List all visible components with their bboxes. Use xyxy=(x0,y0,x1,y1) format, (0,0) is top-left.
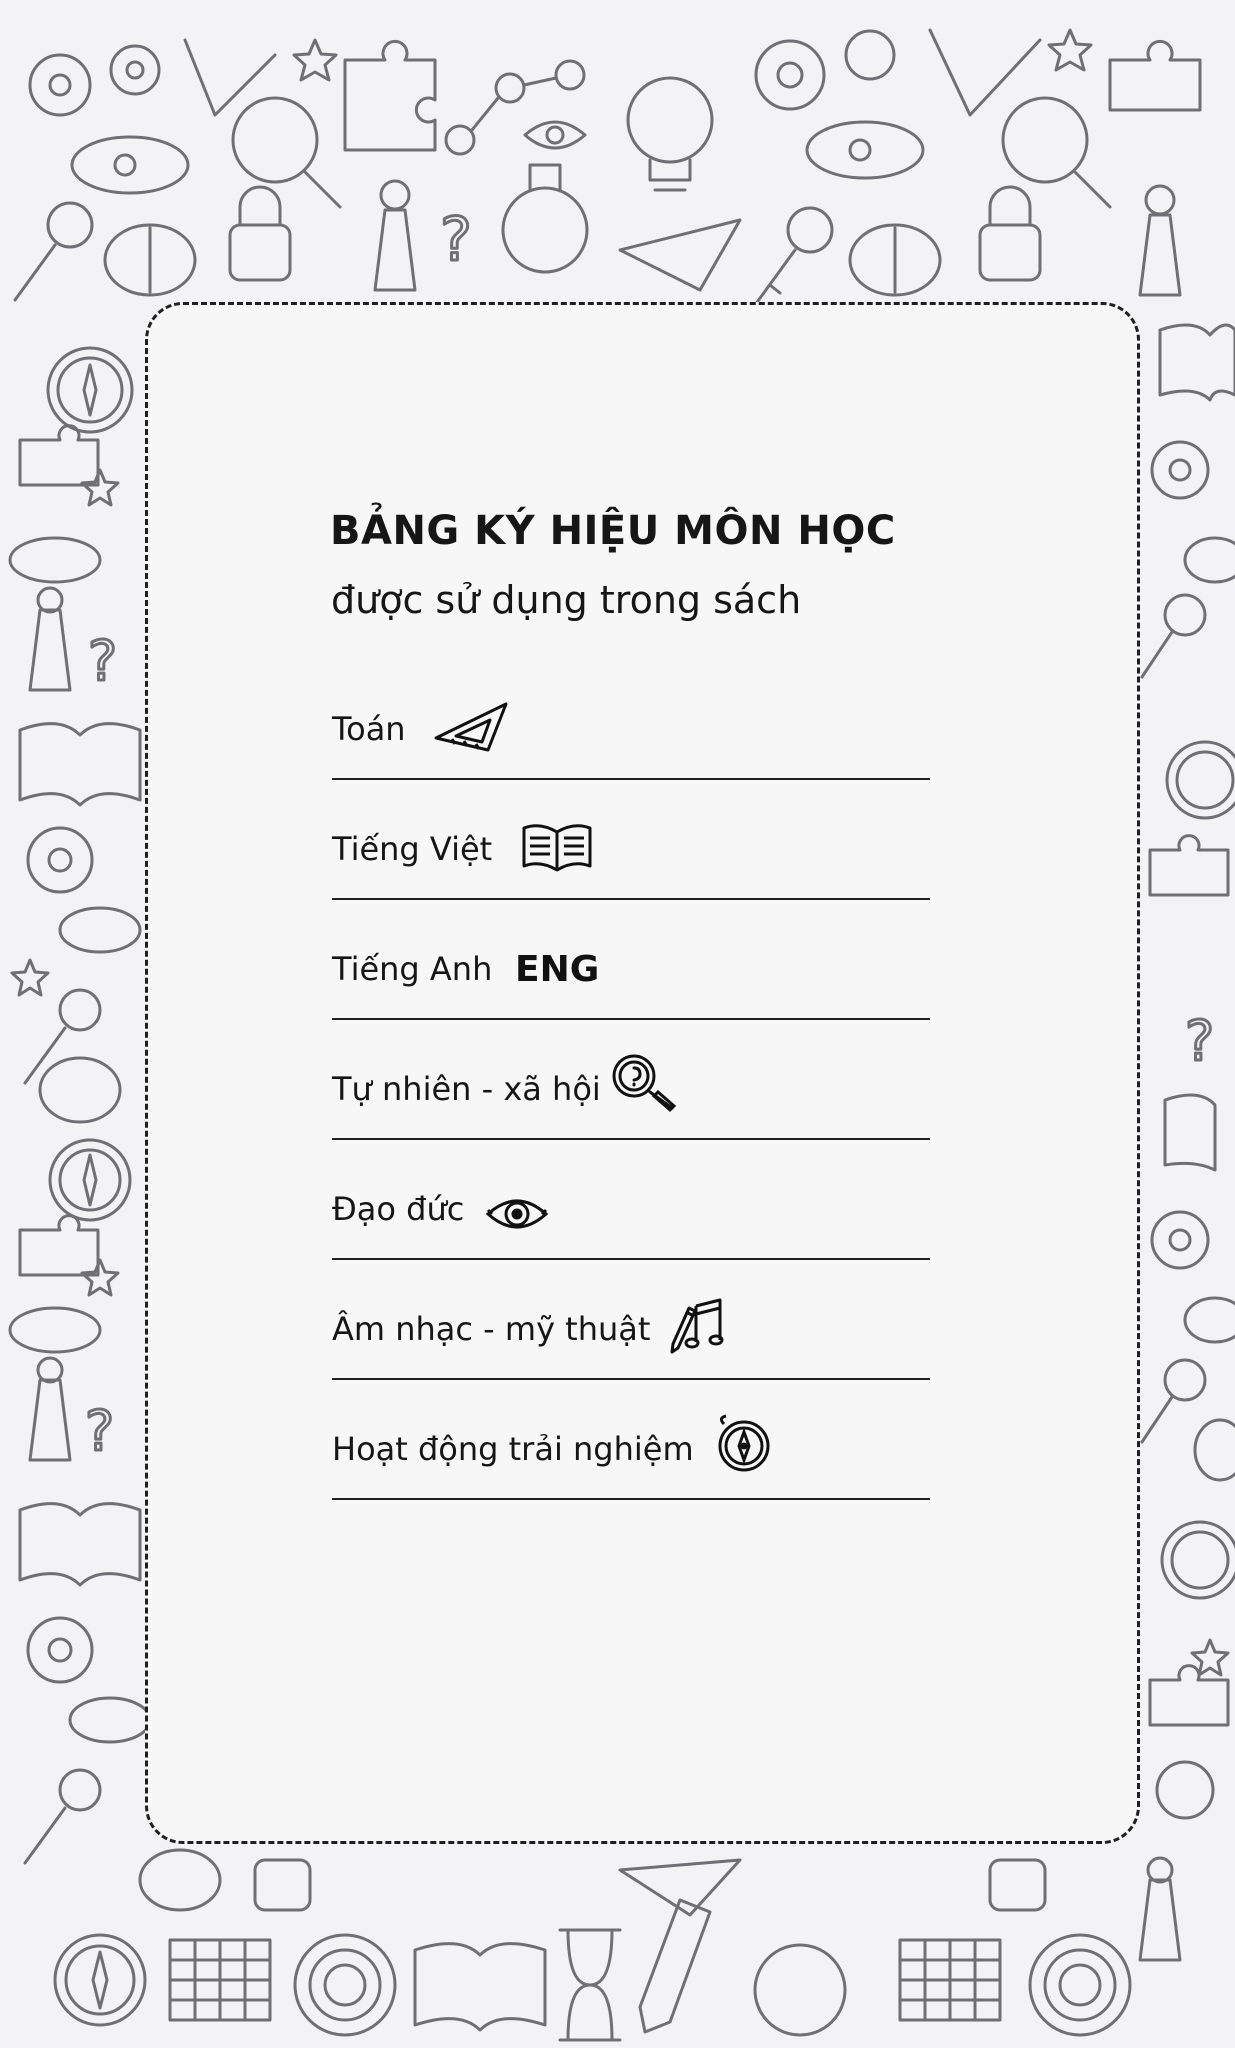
puzzle-icon xyxy=(20,1216,98,1275)
chess-pawn-icon xyxy=(30,588,70,690)
padlock-icon xyxy=(980,187,1040,280)
gear-icon xyxy=(111,46,159,94)
page-subtitle: được sử dụng trong sách xyxy=(331,578,802,622)
row-divider xyxy=(332,1498,930,1500)
brain-icon xyxy=(1195,1420,1235,1480)
rocket-icon xyxy=(70,1698,150,1742)
gear-icon xyxy=(30,55,90,115)
question-mark-icon: ? xyxy=(1185,1009,1215,1073)
key-icon xyxy=(1142,1360,1205,1442)
star-icon xyxy=(12,960,48,995)
numbered-steps-icon xyxy=(446,61,584,154)
gear-icon xyxy=(1157,1762,1213,1818)
subject-label: Âm nhạc - mỹ thuật xyxy=(332,1310,651,1348)
flask-icon xyxy=(503,165,587,272)
eye-icon xyxy=(484,1194,550,1234)
subject-label: Tiếng Anh xyxy=(332,950,493,988)
padlock-icon xyxy=(230,187,290,280)
subject-label: Toán xyxy=(332,710,406,748)
chess-pawn-icon xyxy=(30,1358,70,1460)
subject-row-tu-nhien-xa-hoi xyxy=(332,1050,930,1140)
row-divider xyxy=(332,1258,930,1260)
key-icon xyxy=(25,1770,100,1863)
brain-icon xyxy=(40,1058,120,1122)
star-icon xyxy=(82,1260,118,1295)
rocket-icon xyxy=(10,538,100,582)
gear-icon xyxy=(1152,1212,1208,1268)
star-icon xyxy=(1049,30,1091,70)
open-book-icon xyxy=(1165,1095,1215,1170)
subject-label: Tiếng Việt xyxy=(332,830,493,868)
subject-label: Tự nhiên - xã hội xyxy=(332,1070,601,1108)
rocket-icon xyxy=(10,1308,100,1352)
magnifier-icon xyxy=(755,1945,845,2035)
rocket-icon xyxy=(60,908,140,952)
chess-pawn-icon xyxy=(1140,1858,1180,1960)
subject-row-dao-duc xyxy=(332,1170,930,1260)
row-divider xyxy=(332,1378,930,1380)
compass-icon xyxy=(714,1414,772,1474)
puzzle-icon xyxy=(1150,836,1228,895)
compass-icon xyxy=(50,1140,130,1220)
eye-icon xyxy=(525,122,585,148)
row-divider xyxy=(332,778,930,780)
subject-row-hoat-dong-trai-nghiem xyxy=(332,1410,930,1500)
compass-icon xyxy=(1167,742,1235,818)
open-book-icon xyxy=(1160,325,1235,400)
rocket-icon xyxy=(1185,1298,1235,1342)
subject-row-tieng-anh xyxy=(332,930,930,1020)
open-book-icon xyxy=(520,820,594,874)
open-book-icon xyxy=(415,1944,545,2030)
chess-pawn-icon xyxy=(375,181,415,290)
lightbulb-icon xyxy=(628,78,712,190)
question-mark-icon: ? xyxy=(88,629,118,693)
puzzle-icon xyxy=(1150,1666,1228,1725)
gear-icon xyxy=(756,31,894,109)
row-divider xyxy=(332,1018,930,1020)
padlock-icon xyxy=(990,1860,1045,1910)
open-book-icon xyxy=(20,724,140,805)
ruler-triangle-icon xyxy=(620,220,740,290)
compass-icon xyxy=(1162,1522,1235,1598)
subject-label: Hoạt động trải nghiệm xyxy=(332,1430,694,1468)
subject-row-tieng-viet xyxy=(332,810,930,900)
key-icon xyxy=(755,208,832,305)
maze-icon xyxy=(1030,1935,1130,2035)
eng-text-icon: ENG xyxy=(515,949,600,990)
crossword-grid-icon xyxy=(900,1940,1000,2020)
brain-icon xyxy=(140,1850,220,1910)
ruler-triangle-icon xyxy=(620,1860,740,1915)
brain-icon xyxy=(105,225,195,295)
hourglass-icon xyxy=(560,1930,620,2040)
magnifier-icon xyxy=(610,1052,682,1114)
row-divider xyxy=(332,898,930,900)
key-icon xyxy=(15,203,92,300)
brain-icon xyxy=(850,225,940,295)
chess-pawn-icon xyxy=(1140,186,1180,295)
rocket-icon xyxy=(807,122,923,178)
pencil-music-note-icon xyxy=(666,1296,726,1354)
maze-icon xyxy=(295,1935,395,2035)
puzzle-icon xyxy=(345,41,435,150)
key-icon xyxy=(25,990,100,1083)
row-divider xyxy=(332,1138,930,1140)
compass-icon xyxy=(48,348,132,432)
rocket-icon xyxy=(72,137,188,193)
star-icon xyxy=(294,40,336,80)
key-icon xyxy=(1142,595,1205,677)
padlock-icon xyxy=(255,1860,310,1910)
ruler-triangle-icon xyxy=(432,698,512,754)
checkmark-icon xyxy=(185,40,275,115)
gear-icon xyxy=(28,828,92,892)
puzzle-icon xyxy=(1110,41,1200,110)
gear-icon xyxy=(28,1618,92,1682)
puzzle-icon xyxy=(20,426,98,485)
open-book-icon xyxy=(20,1504,140,1585)
pencil-icon xyxy=(640,1900,710,2032)
page-title: BẢNG KÝ HIỆU MÔN HỌC xyxy=(330,508,896,554)
compass-icon xyxy=(55,1935,145,2025)
question-mark-icon: ? xyxy=(85,1399,115,1463)
question-mark-icon: ? xyxy=(440,205,472,275)
crossword-grid-icon xyxy=(170,1940,270,2020)
rocket-icon xyxy=(1185,538,1235,582)
star-icon xyxy=(82,470,118,505)
subject-label: Đạo đức xyxy=(332,1190,465,1228)
subject-row-toan xyxy=(332,690,930,780)
gear-icon xyxy=(1152,442,1208,498)
subject-row-am-nhac-my-thuat xyxy=(332,1290,930,1380)
